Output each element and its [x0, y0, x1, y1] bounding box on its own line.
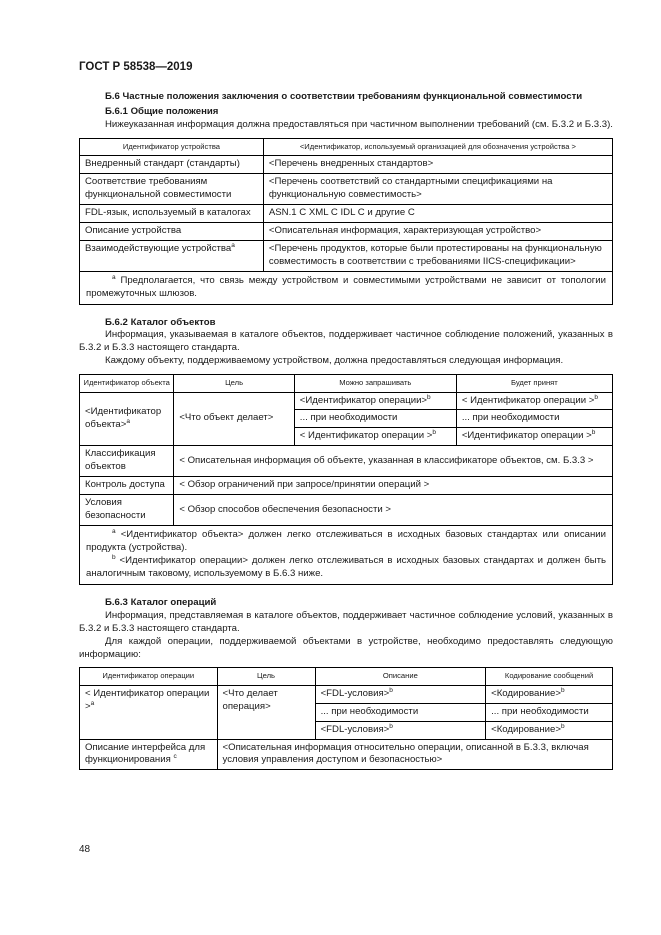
- footnote-ref: b: [560, 686, 565, 694]
- header-device-id: Идентификатор устройства: [80, 138, 264, 155]
- operation-id-text: < Идентификатор операции >: [85, 687, 210, 712]
- row-label: [80, 240, 264, 271]
- row-value: < Описательная информация об объекте, указанная в классификаторе объектов, см. Б.3.3 >: [174, 446, 613, 477]
- table-row: [80, 240, 613, 271]
- footnote-mark: а: [112, 527, 116, 535]
- footnote-ref: b: [432, 429, 436, 437]
- table-row: [80, 174, 613, 205]
- encoding-cell: [486, 685, 613, 703]
- row-label: FDL-язык, используемый в каталогах: [80, 204, 264, 222]
- page-number: 48: [79, 844, 91, 855]
- footnote-ref: а: [231, 241, 235, 249]
- general-intro: Нижеуказанная информация должна предоставляться при частичном выполнении требований (см. Б.3.2 и Б.3.3).: [105, 118, 613, 130]
- operation-id-cell: [80, 685, 218, 739]
- row-value: < Обзор ограничений при запросе/принятии операций >: [174, 477, 613, 495]
- table-footnote: [80, 271, 613, 304]
- section-title: Б.6 Частные положения заключения о соответствии требованиям функциональной совместимости: [105, 91, 583, 102]
- table-row: [80, 495, 613, 526]
- row-label: Условия безопасности: [80, 495, 174, 526]
- row-label-text: Взаимодействующие устройства: [85, 242, 232, 254]
- footnote-ref: b: [389, 686, 393, 694]
- footnote-ref: b: [560, 722, 565, 730]
- request-cell: [294, 410, 456, 428]
- table-footnote: [80, 526, 613, 585]
- operations-intro-2: Для каждой операции, поддерживаемой объектами в устройстве, необходимо предоставлять следующую информацию:: [79, 635, 613, 660]
- description-text: <FDL-условия>: [320, 687, 390, 699]
- accept-text: ... при необходимости: [461, 412, 560, 424]
- header-device-id-value: <Идентификатор, используемый организацией для обозначения устройства >: [263, 138, 612, 155]
- table-header-row: [80, 668, 613, 685]
- header-description: Описание: [315, 668, 486, 685]
- encoding-cell: [486, 703, 613, 721]
- objects-intro-1: Информация, указываемая в каталоге объектов, поддерживает частичное соблюдение положений, указанных в Б.3.2 и Б.3.3 настоящего стандарта.: [79, 329, 613, 354]
- table-row: [80, 685, 613, 703]
- table-row: [80, 156, 613, 174]
- header-goal: Цель: [174, 375, 294, 392]
- header-goal: Цель: [217, 668, 315, 685]
- row-value: <Перечень продуктов, которые были протестированы на функциональную совместимость в соответствии с требованиями IICS-спецификации>: [263, 240, 612, 271]
- objects-intro-2: Каждому объекту, поддерживаемому устройством, должна предоставляться следующая информация.: [105, 355, 564, 367]
- footnote-mark: а: [112, 273, 116, 281]
- row-label: Внедренный стандарт (стандарты): [80, 156, 264, 174]
- row-label: Контроль доступа: [80, 477, 174, 495]
- footnote-ref: b: [427, 393, 431, 401]
- encoding-text: <Кодирование>: [491, 687, 561, 699]
- row-value: <Перечень соответствий со стандартными спецификациями на функциональную совместимость>: [263, 174, 612, 205]
- table-row: [80, 739, 613, 770]
- accept-cell: [456, 410, 612, 428]
- operations-intro-1: Информация, представляемая в каталоге объектов, поддерживает частичное соблюдение условий, указанных в Б.3.2 и Б.3.3 настоящего стандарта.: [79, 609, 613, 634]
- footnote-ref: а: [90, 699, 95, 707]
- header-object-id: Идентификатор объекта: [80, 375, 174, 392]
- row-value: < Обзор способов обеспечения безопасности >: [174, 495, 613, 526]
- table-row: [80, 222, 613, 240]
- footnote-ref: b: [591, 429, 596, 437]
- footnote-text: <Идентификатор операции> должен легко отслеживаться в исходных базовых стандартах и должен быть аналогичным таковому, используемому в Б.6.3 ниже.: [86, 554, 606, 579]
- accept-text: < Идентификатор операции >: [461, 394, 595, 406]
- table-row: [80, 392, 613, 410]
- row-label: Описание устройства: [80, 222, 264, 240]
- description-text: ... при необходимости: [320, 705, 419, 717]
- footnote-mark: b: [112, 553, 116, 561]
- subsection-title-objects: Б.6.2 Каталог объектов: [105, 316, 216, 328]
- document-id: ГОСТ Р 58538—2019: [79, 61, 193, 73]
- encoding-cell: [486, 721, 613, 739]
- subsection-title-general: Б.6.1 Общие положения: [105, 105, 219, 117]
- description-text: <FDL-условия>: [320, 723, 390, 735]
- object-catalog-table: [79, 374, 613, 585]
- request-cell: [294, 392, 456, 410]
- object-id-cell: [80, 392, 174, 446]
- accept-cell: [456, 428, 612, 446]
- row-value: <Описательная информация относительно операции, описанной в Б.3.3, включая условия управления доступом и безопасностью>: [217, 739, 613, 770]
- header-will-accept: Будет принят: [456, 375, 612, 392]
- row-value: ASN.1 C XML C IDL C и другие C: [263, 204, 612, 222]
- table-header-row: [80, 138, 613, 155]
- operation-goal-cell: <Что делает операция>: [217, 685, 315, 739]
- request-text: ... при необходимости: [299, 412, 398, 424]
- header-can-request: Можно запрашивать: [294, 375, 456, 392]
- footnote-ref: а: [126, 417, 130, 425]
- footnote-ref: b: [594, 393, 599, 401]
- accept-text: <Идентификатор операции >: [461, 430, 592, 442]
- table-footnote-row: [80, 526, 613, 585]
- description-cell: [315, 685, 486, 703]
- footnote-ref: с: [173, 753, 177, 761]
- row-label-text: Описание интерфейса для функционирования: [85, 741, 206, 766]
- row-label: [80, 739, 218, 770]
- description-cell: [315, 703, 486, 721]
- footnote-ref: b: [389, 722, 393, 730]
- row-label: Соответствие требованиям функциональной совместимости: [80, 174, 264, 205]
- encoding-text: <Кодирование>: [491, 723, 561, 735]
- header-operation-id: Идентификатор операции: [80, 668, 218, 685]
- footnote-text: Предполагается, что связь между устройством и совместимыми устройствами не зависит от топологии промежуточных шлюзов.: [86, 274, 606, 299]
- operation-catalog-table: [79, 667, 613, 770]
- subsection-title-operations: Б.6.3 Каталог операций: [105, 596, 217, 608]
- description-cell: [315, 721, 486, 739]
- table-header-row: [80, 375, 613, 392]
- table-row: [80, 477, 613, 495]
- row-value: <Описательная информация, характеризующая устройство>: [263, 222, 612, 240]
- request-text: < Идентификатор операции >: [299, 430, 433, 442]
- row-value: <Перечень внедренных стандартов>: [263, 156, 612, 174]
- object-id-text: <Идентификатор объекта>: [85, 405, 162, 430]
- header-message-encoding: Кодирование сообщений: [486, 668, 613, 685]
- encoding-text: ... при необходимости: [491, 705, 589, 717]
- row-label: Классификация объектов: [80, 446, 174, 477]
- table-row: [80, 446, 613, 477]
- object-goal-cell: <Что объект делает>: [174, 392, 294, 446]
- table-row: [80, 204, 613, 222]
- request-text: <Идентификатор операции>: [299, 394, 428, 406]
- table-footnote-row: [80, 271, 613, 304]
- request-cell: [294, 428, 456, 446]
- page-content: [79, 91, 613, 770]
- accept-cell: [456, 392, 612, 410]
- footnote-text: <Идентификатор объекта> должен легко отслеживаться в исходных базовых стандартах или описании продукта (устройства).: [86, 529, 606, 553]
- device-info-table: [79, 138, 613, 305]
